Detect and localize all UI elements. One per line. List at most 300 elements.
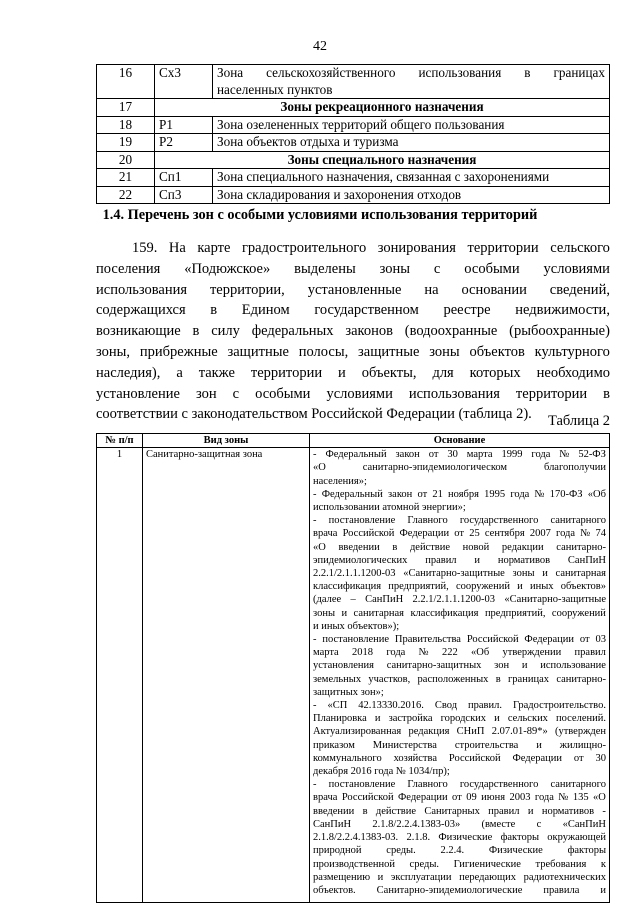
word: в (495, 673, 501, 685)
word: от (417, 488, 428, 500)
word: для (432, 364, 454, 381)
word: в (603, 385, 610, 402)
text-line (96, 300, 610, 321)
text-line (96, 238, 610, 259)
row-zone-type: Санитарно-защитная зона (143, 448, 310, 903)
word: которых (469, 364, 521, 381)
word: санитарно-эпидемиологическом (362, 462, 508, 474)
zone-name-line: Зона объектов отдыха и туризма (217, 134, 399, 149)
word: № (580, 528, 591, 540)
word: возникающие (96, 323, 181, 340)
word: врача (313, 528, 338, 540)
word: Федерации (399, 528, 450, 540)
restricted-zones-table (96, 433, 610, 903)
word: в (362, 805, 368, 817)
text-line (313, 884, 606, 897)
word: года (534, 792, 554, 804)
word: основании (461, 281, 527, 298)
word: хозяйства (393, 752, 438, 764)
word: Главного (407, 515, 448, 527)
word: зоны (429, 343, 460, 360)
table-row (97, 151, 610, 169)
word: редакция (408, 726, 450, 738)
word: территории (467, 240, 539, 256)
word: - (313, 634, 317, 646)
word: содержащихся (96, 302, 186, 319)
word: действие (375, 805, 417, 817)
word: 74 (595, 528, 606, 540)
zone-name-line: Зона складирования и захоронения отходов (217, 186, 462, 202)
word: необходимо (536, 364, 610, 381)
word: Санитарно-эпидемиологические (376, 884, 523, 896)
word: 135 (572, 792, 589, 804)
word: реестре (443, 302, 491, 319)
word: Федерации (512, 752, 563, 764)
word: Гигиенические (453, 858, 521, 870)
word: 159. (132, 240, 158, 256)
word: «СП (327, 700, 348, 712)
zones-table (96, 64, 610, 204)
word: санитарная (353, 607, 404, 619)
word: На (168, 240, 186, 256)
text-line (313, 567, 606, 580)
word: использование (540, 660, 606, 672)
table-row (97, 65, 610, 99)
word: границах (553, 65, 605, 80)
word: и (527, 805, 534, 817)
section-heading: 1.4. Перечень зон с особыми условиями использования территорий (102, 207, 538, 223)
word: 2.2.1/2.1.1.1200-03 (412, 594, 496, 606)
word: Российской (342, 528, 395, 540)
row-number: 20 (97, 151, 155, 169)
text-line: соответствии с законодательством Российской Федерации (таблица 2). (96, 406, 532, 423)
word: № (558, 792, 569, 804)
word: зон (195, 385, 217, 402)
word: территории (250, 364, 323, 381)
word: нормативов (497, 554, 551, 566)
text-line (313, 673, 606, 686)
word: объектов (469, 343, 525, 360)
word: закон (395, 449, 420, 461)
page-number: 42 (313, 39, 327, 54)
word: и (521, 660, 528, 672)
word: а (176, 364, 183, 381)
text-line: использовании атомной энергии»; (313, 502, 466, 514)
word: (рыбоохранные) (509, 323, 610, 340)
word: 2.1.8/2.2.4.1383-03. (313, 832, 399, 844)
text-line (313, 541, 606, 554)
word: сельских (507, 713, 548, 725)
text-line (96, 259, 610, 280)
row-number: 19 (97, 134, 155, 152)
word: наследия), (96, 364, 161, 381)
row-number: 16 (97, 65, 155, 99)
word: 170-ФЗ (549, 488, 583, 500)
text-line (313, 805, 606, 818)
text-line (313, 580, 606, 593)
word: градостроительного (241, 240, 367, 256)
zone-name (213, 134, 610, 152)
word: и (374, 713, 381, 725)
word: сентября (484, 528, 525, 540)
zone-code: Сп1 (155, 169, 213, 187)
word: Санитарных (424, 805, 480, 817)
zone-code: Сх3 (155, 65, 213, 99)
word: Российской (448, 752, 501, 764)
word: правила (543, 884, 580, 896)
word: сооружений (551, 607, 606, 619)
word: культурного (534, 343, 610, 360)
word: законов (345, 323, 393, 340)
word: Министерства (372, 739, 437, 751)
word: правил (488, 805, 520, 817)
word: предприятий, (388, 581, 449, 593)
word: СанПиН (365, 594, 404, 606)
word: Физические (438, 832, 493, 844)
group-header: Зоны рекреационного назначения (155, 99, 610, 117)
word: «СанПиН (562, 818, 606, 830)
table-row (97, 134, 610, 152)
table-header-row (97, 434, 610, 448)
word: зонирования (377, 240, 456, 256)
word: территории (515, 385, 588, 402)
text-line (96, 384, 610, 405)
word: к (600, 858, 606, 870)
word: поселений. (556, 713, 606, 725)
zone-name-line: Зона специального назначения, связанная с захоронениями (217, 169, 550, 184)
word: использования (418, 65, 502, 80)
word: земельных (313, 673, 362, 685)
word: и (517, 581, 523, 593)
word: санитарно-защитных (386, 660, 482, 672)
word: «О (593, 792, 606, 804)
text-line (313, 778, 606, 791)
word: зоны (379, 260, 411, 277)
word: среды. (386, 845, 416, 857)
word: «Санитарно-защитные (403, 568, 505, 580)
word: Едином (241, 302, 290, 319)
text-line (313, 633, 606, 646)
text-line (313, 831, 606, 844)
zone-name (213, 116, 610, 134)
word: в (392, 541, 398, 553)
zone-name-line: населенных пунктов (217, 81, 333, 97)
word: классификация (410, 607, 479, 619)
word: нормативов (541, 805, 595, 817)
zone-name-line (217, 65, 605, 82)
word: санитарно- (556, 541, 606, 553)
word: зоны, (96, 343, 131, 360)
word: условиями (326, 385, 393, 402)
word: и (494, 713, 500, 725)
word: границах (508, 673, 549, 685)
word: года (556, 528, 576, 540)
word: 21 (432, 488, 443, 500)
word: 30 (447, 449, 458, 461)
text-line (96, 363, 610, 384)
row-number: 21 (97, 169, 155, 187)
word: расположенных (417, 673, 489, 685)
word: санитарно- (556, 673, 606, 685)
word: государственном (314, 302, 419, 319)
text-line (313, 488, 606, 501)
word: марта (466, 449, 493, 461)
row-number: 1 (97, 448, 143, 903)
word: радиотехнических (523, 871, 606, 883)
table-row (97, 99, 610, 117)
table-caption: Таблица 2 (547, 413, 610, 429)
word: сельскохозяйственного (266, 65, 396, 80)
word: 42.13330.2016. (358, 700, 424, 712)
word: среды. (409, 858, 440, 870)
word: «Подюжское» (184, 260, 271, 277)
text-line (313, 593, 606, 606)
word: окружающей (547, 832, 606, 844)
word: использования (96, 281, 188, 298)
word: 03 (595, 634, 606, 646)
word: федеральных (251, 323, 334, 340)
word: приказом (313, 739, 355, 751)
word: застройка (388, 713, 433, 725)
word: эпидемиологических (313, 554, 408, 566)
word: сельского (550, 240, 610, 256)
text-line (313, 461, 606, 474)
row-number: 17 (97, 99, 155, 117)
word: предприятий, (484, 607, 546, 619)
word: - (313, 515, 317, 527)
word: санитарного (550, 779, 606, 791)
word: использования (408, 385, 500, 402)
word: с (433, 260, 441, 277)
word: правил (425, 554, 457, 566)
word: 52-ФЗ (578, 449, 606, 461)
zone-code: Р1 (155, 116, 213, 134)
word: зон (494, 660, 510, 672)
word: выделены (294, 260, 356, 277)
word: СанПиН (567, 554, 606, 566)
word: Градостроительство. (512, 700, 606, 712)
row-number: 18 (97, 116, 155, 134)
text-line: декабря 2016 года № 1034/пр); (313, 766, 450, 778)
word: введении (338, 541, 380, 553)
word: 2.2.1/2.1.1.1200-03 (313, 568, 396, 580)
word: особыми (464, 260, 520, 277)
word: «Об (587, 488, 606, 500)
text-line (313, 607, 606, 620)
word: Российской (466, 634, 519, 646)
word: размещению (313, 871, 371, 883)
word: Федеральный (321, 488, 383, 500)
word: Актуализированная (313, 726, 402, 738)
word: июня (481, 792, 506, 804)
word: с (232, 385, 240, 402)
word: 2.07.01-89*» (491, 726, 548, 738)
word: передающих (459, 871, 516, 883)
table-row (97, 186, 610, 204)
word: постановление (328, 779, 396, 791)
word: в (210, 302, 218, 319)
word: марта (313, 647, 339, 659)
word: коммунального (313, 752, 382, 764)
word: (вместе (481, 818, 516, 830)
word: года (510, 488, 530, 500)
word: условиями (543, 260, 610, 277)
word: особыми (255, 385, 311, 402)
word: классификация (313, 581, 382, 593)
word: Правительства (394, 634, 461, 646)
table-row (97, 448, 610, 903)
body-paragraph (96, 238, 610, 425)
word: - (313, 449, 317, 461)
text-line (313, 725, 606, 738)
text-line (313, 646, 606, 659)
word: объекты, (361, 364, 417, 381)
word: карте (197, 240, 231, 256)
word: и (338, 364, 346, 381)
word: Российской (341, 792, 394, 804)
word: утверждении (502, 647, 562, 659)
word: участков, (368, 673, 411, 685)
word: - (602, 805, 606, 817)
word: года (386, 647, 406, 659)
table-row (97, 116, 610, 134)
word: Федерации (524, 634, 575, 646)
word: постановление (322, 634, 390, 646)
text-line (313, 844, 606, 857)
word: недвижимости, (515, 302, 610, 319)
text-line (313, 527, 606, 540)
word: (утвержден (554, 726, 606, 738)
word: природной (313, 845, 362, 857)
word: врача (313, 792, 338, 804)
word: и (474, 554, 481, 566)
word: Главного (407, 779, 448, 791)
word: производственной (313, 858, 395, 870)
word: также (198, 364, 235, 381)
word: постановление (328, 515, 396, 527)
word: Зона (217, 65, 244, 80)
word: благополучии (543, 462, 606, 474)
word: ноября (448, 488, 479, 500)
word: № (559, 449, 570, 461)
zone-name (213, 186, 610, 204)
table-row (97, 169, 610, 187)
word: № (534, 488, 545, 500)
header-zone-type: Вид зоны (143, 434, 310, 448)
word: года (531, 449, 551, 461)
word: от (579, 634, 590, 646)
word: требования (535, 858, 587, 870)
row-number: 22 (97, 186, 155, 204)
word: правил (574, 647, 606, 659)
word: объектов» (560, 581, 606, 593)
word: городских (440, 713, 487, 725)
header-number: № п/п (97, 434, 143, 448)
word: в (192, 323, 200, 340)
word: установление (96, 385, 180, 402)
word: сооружений (455, 581, 510, 593)
text-line (96, 280, 610, 301)
word: прибрежные (139, 343, 218, 360)
word: зоны (512, 568, 535, 580)
text-line: населения»; (313, 475, 367, 487)
zone-name (213, 65, 610, 99)
text-line (313, 448, 606, 461)
zone-code: Р2 (155, 134, 213, 152)
text-line (313, 739, 606, 752)
word: территории, (209, 281, 285, 298)
word: 222 (441, 647, 458, 659)
row-basis (310, 448, 610, 903)
word: 2007 (529, 528, 551, 540)
word: сведений, (549, 281, 610, 298)
word: действие (409, 541, 451, 553)
word: санитарного (550, 515, 606, 527)
word: с (536, 818, 542, 830)
word: новой (462, 541, 490, 553)
word: иных (529, 581, 554, 593)
word: поселения (96, 260, 161, 277)
word: факторы (567, 845, 606, 857)
word: от (454, 528, 464, 540)
text-line (313, 858, 606, 871)
word: Свод (434, 700, 458, 712)
word: от (428, 449, 439, 461)
word: полосы, (298, 343, 349, 360)
word: (водоохранные (404, 323, 498, 340)
word: санитарная (555, 568, 606, 580)
word: - (313, 779, 317, 791)
word: государственного (459, 779, 539, 791)
word: - (313, 700, 317, 712)
word: от (452, 792, 462, 804)
text-line (96, 342, 610, 363)
word: правил. (468, 700, 503, 712)
word: государственного (459, 515, 539, 527)
word: редакции (501, 541, 544, 553)
word: в (524, 65, 531, 80)
text-line: защитных зон»; (313, 686, 384, 698)
word: эксплуатации (390, 871, 452, 883)
text-line (313, 514, 606, 527)
word: «Об (471, 647, 490, 659)
word: объектов. (313, 884, 356, 896)
word: строительства (454, 739, 519, 751)
zone-name-line: Зона озелененных территорий общего пользования (217, 116, 505, 132)
text-line (313, 554, 606, 567)
word: установления (313, 660, 374, 672)
word: и (341, 607, 348, 619)
word: жилищно- (559, 739, 606, 751)
word: 2003 (509, 792, 531, 804)
word: установленные (307, 281, 402, 298)
word: и (542, 568, 548, 580)
text-line (313, 659, 606, 672)
header-basis: Основание (310, 434, 610, 448)
word: от (573, 752, 584, 764)
word: на (424, 281, 439, 298)
word: «О (313, 541, 326, 553)
word: Физические (488, 845, 543, 857)
text-line (313, 791, 606, 804)
text-line (96, 321, 610, 342)
word: 25 (469, 528, 480, 540)
text-line (313, 752, 606, 765)
word: силу (211, 323, 240, 340)
word: 2018 (352, 647, 374, 659)
text-line (313, 871, 606, 884)
word: защитные (358, 343, 420, 360)
